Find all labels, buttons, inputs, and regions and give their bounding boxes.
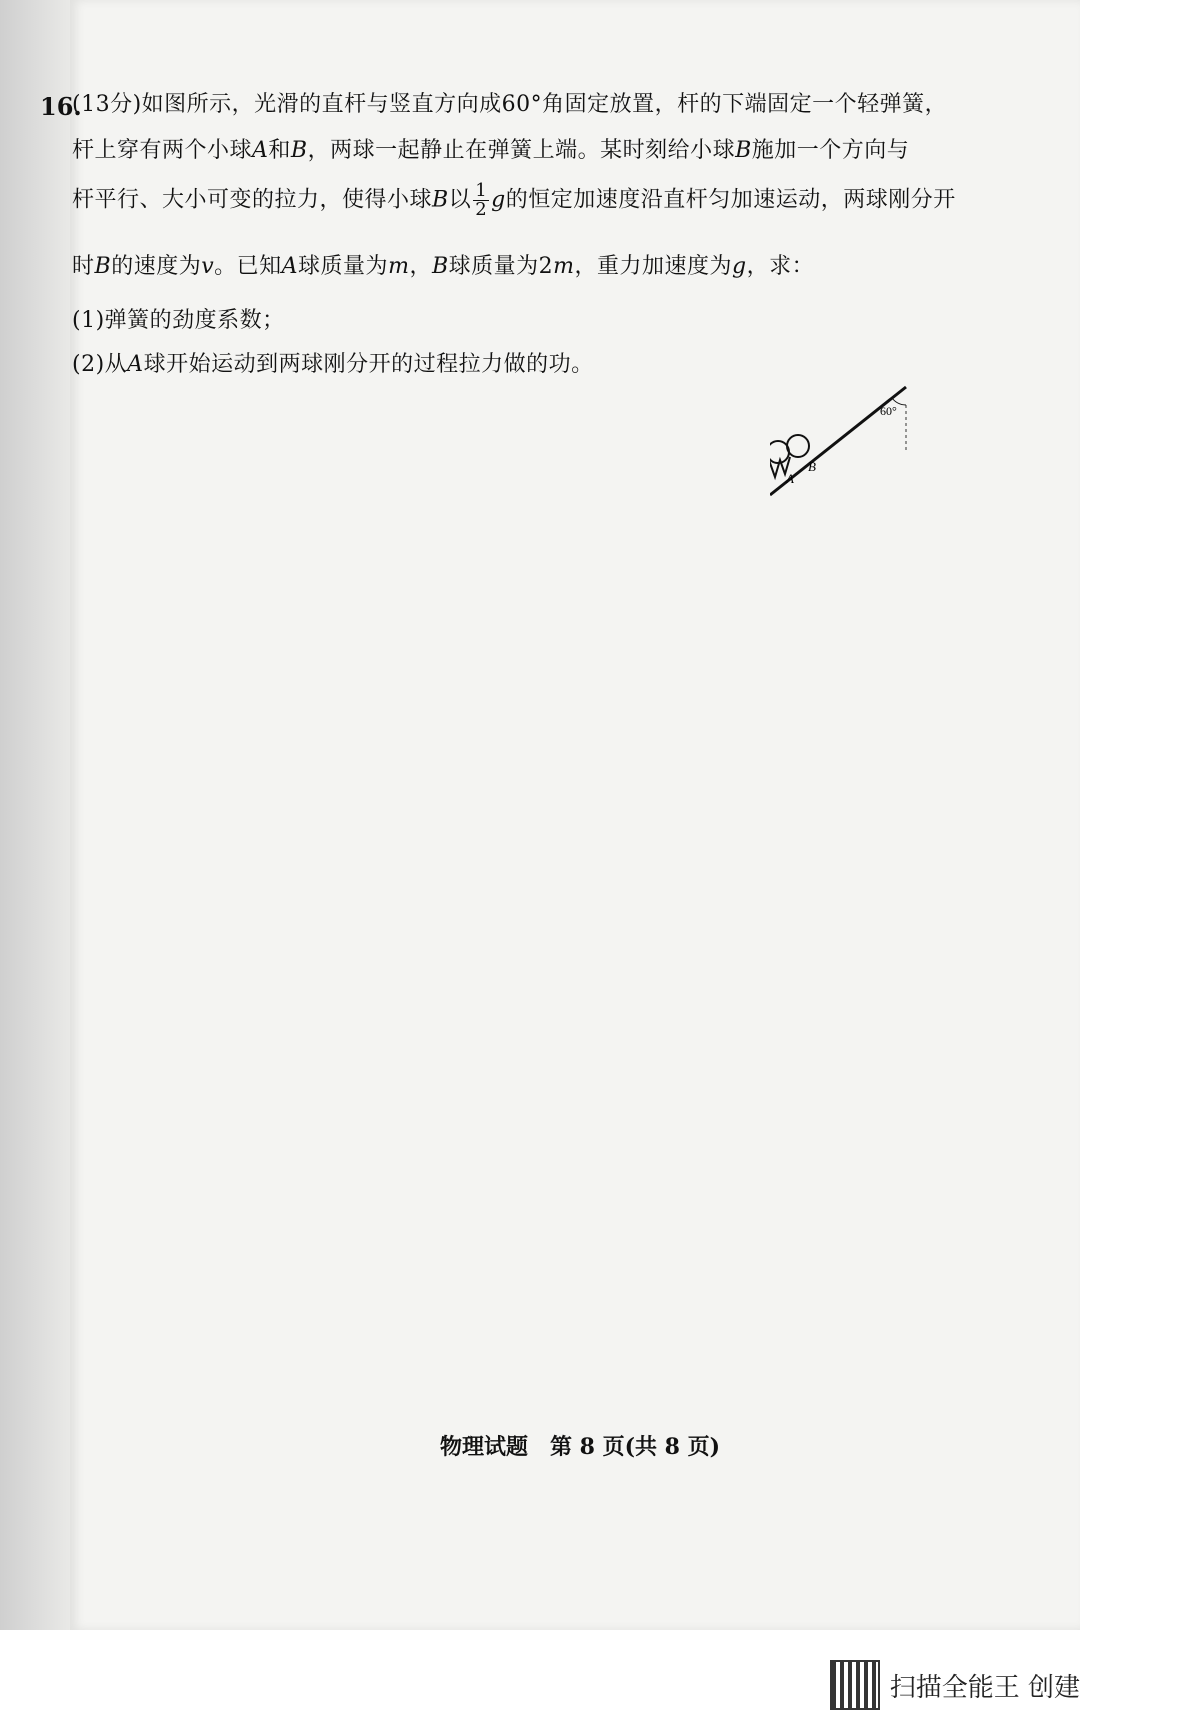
question-line-3: 杆平行、大小可变的拉力，使得小球B以 $\frac{1}{2}$ g的恒定加速度沿直杆匀加速运动，两球刚分开 [72,180,956,220]
page-footer: 物理试题 第 8 页(共 8 页) [439,1434,721,1460]
question-line-2: 杆上穿有两个小球A和B，两球一起静止在弹簧上端。某时刻给小球B施加一个方向与 [72,138,910,163]
question-line-1: (13分)如图所示，光滑的直杆与竖直方向成60°角固定放置，杆的下端固定一个轻弹簧， [72,92,948,117]
angle-label: 60° [880,404,897,418]
page-edge-shadow [0,0,70,1630]
rod-spring-figure [770,375,920,520]
ball-b [787,435,809,457]
sub-question-1: (1)弹簧的劲度系数； [72,308,285,333]
question-line-4: 时B的速度为v。已知A球质量为m，B球质量为2m，重力加速度为g，求： [72,254,815,279]
question-number: 16. [40,92,82,121]
sub-question-2: (2)从A球开始运动到两球刚分开的过程拉力做的功。 [72,352,594,377]
ball-b-label: B [808,459,816,474]
exam-page [70,0,1080,1630]
fraction-one-half: $\frac{1}{2}$ [475,180,488,220]
qr-code-icon [830,1660,880,1710]
ball-a-label: A [786,471,794,486]
scanner-watermark: 扫描全能王 创建 [830,1660,1080,1710]
